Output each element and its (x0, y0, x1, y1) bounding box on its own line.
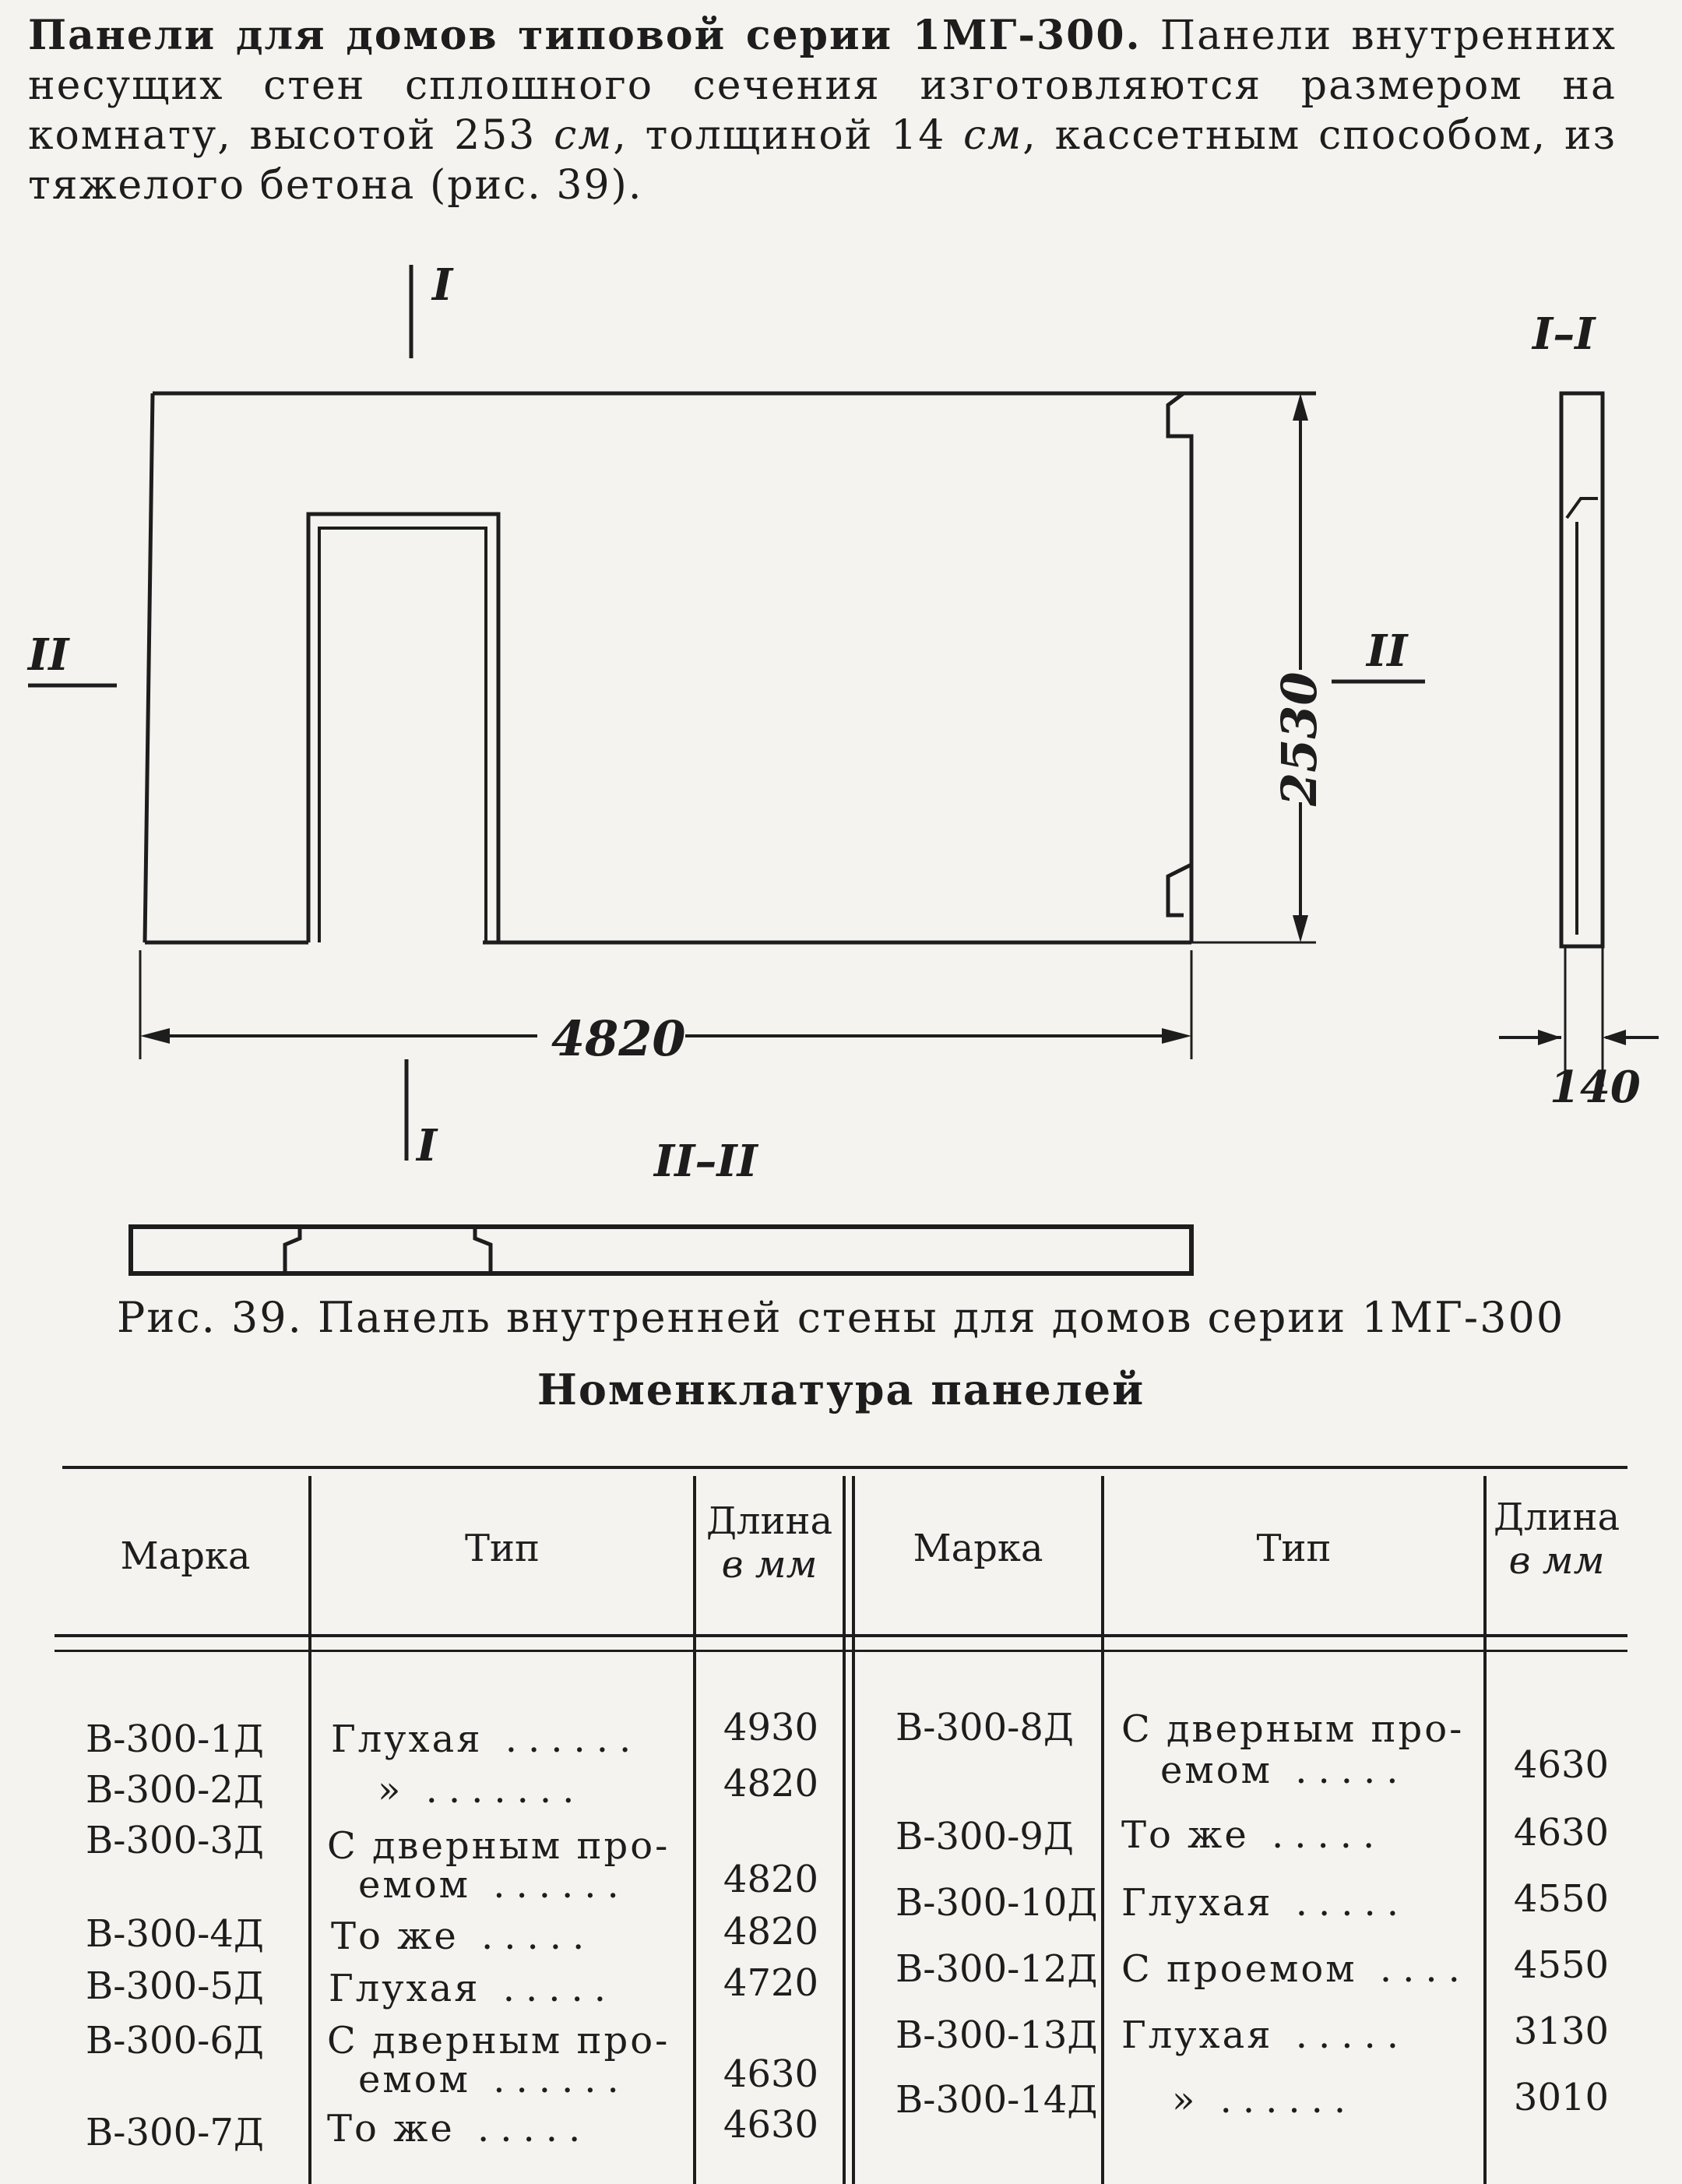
paragraph-heading: Панели для домов типовой серии 1МГ-300. (28, 12, 1142, 59)
header-length: Длина в мм (706, 1499, 833, 1587)
height-dimension: 2530 (1271, 671, 1328, 806)
section-II-label-right: II (1367, 625, 1408, 677)
table-cell-type: С дверным про- (1121, 1707, 1465, 1751)
table-cell-mark: В-300-14Д (896, 2078, 1098, 2122)
table-cell-type-cont: емом ..... (1160, 1749, 1409, 1792)
table-cell-length: 3010 (1513, 2076, 1610, 2119)
header-type: Тип (465, 1527, 540, 1570)
table-cell-length: 4630 (1513, 1743, 1610, 1787)
table-cell-type: То же ..... (1121, 1813, 1386, 1857)
section-II-II-label: II–II (654, 1136, 758, 1187)
thickness-dimension: 140 (1550, 1062, 1641, 1113)
table-cell-type-cont: емом ...... (358, 1863, 630, 1907)
table-cell-type: С проемом .... (1121, 1947, 1471, 1991)
section-I-label-bottom: I (417, 1120, 438, 1171)
table-cell-type: То же ..... (331, 1915, 596, 1958)
table-cell-length: 4630 (1513, 1811, 1610, 1855)
table-cell-mark: В-300-13Д (896, 2013, 1098, 2057)
table-title: Номенклатура панелей (537, 1365, 1145, 1414)
section-I-I-label: I–I (1532, 308, 1596, 360)
table-cell-length: 4820 (723, 1858, 819, 1901)
table-cell-mark: В-300-6Д (86, 2019, 264, 2062)
table-cell-mark: В-300-5Д (86, 1964, 264, 2008)
column-divider (308, 1476, 311, 2184)
table-cell-mark: В-300-8Д (896, 1706, 1074, 1749)
header-length: Длина в мм (1493, 1495, 1620, 1583)
table-cell-type: То же ..... (327, 2107, 592, 2151)
paragraph-text-c: , кассетным способом, из тяжелого бетона (рис. 39). (28, 112, 1617, 209)
table-cell-type: С дверным про- (327, 2019, 670, 2062)
table-cell-type: С дверным про- (327, 1824, 670, 1868)
table-cell-mark: В-300-12Д (896, 1947, 1098, 1991)
length-dimension: 4820 (551, 1010, 686, 1067)
table-cell-length: 3130 (1513, 2010, 1610, 2053)
table-cell-mark: В-300-4Д (86, 1912, 264, 1956)
figure-caption: Рис. 39. Панель внутренней стены для домов серии 1МГ-300 (117, 1293, 1565, 1342)
table-cell-mark: В-300-10Д (896, 1881, 1098, 1925)
section-I-label-top: I (432, 259, 453, 311)
table-cell-type: » ....... (378, 1768, 586, 1812)
table-cell-length: 4720 (723, 1961, 819, 2005)
table-cell-mark: В-300-7Д (86, 2111, 264, 2154)
paragraph-text-b: , толщиной 14 (613, 112, 964, 159)
table-cell-length: 4820 (723, 1762, 819, 1805)
table-cell-length: 4550 (1513, 1877, 1610, 1921)
header-mark: Марка (913, 1527, 1043, 1570)
header-type: Тип (1256, 1527, 1332, 1570)
header-mark: Марка (120, 1534, 251, 1578)
section-II-label-left: II (28, 629, 69, 681)
table-cell-length: 4930 (723, 1706, 819, 1749)
table-cell-length: 4820 (723, 1910, 819, 1953)
table-cell-mark: В-300-1Д (86, 1717, 264, 1761)
table-cell-type-cont: емом ...... (358, 2058, 630, 2101)
table-cell-mark: В-300-9Д (896, 1815, 1074, 1858)
table-cell-type: Глухая ..... (1121, 2013, 1410, 2057)
table-cell-mark: В-300-3Д (86, 1819, 264, 1862)
unit-cm: см (963, 112, 1023, 159)
table-cell-type: Глухая ..... (329, 1967, 618, 2010)
column-divider (852, 1476, 855, 2184)
table-cell-length: 4550 (1513, 1943, 1610, 1987)
table-header-rule-2 (55, 1650, 1627, 1652)
paragraph-text-a: Панели внутренних несущих стен сплошного сечения изготовляются размером на комнату, высотой 253 (28, 12, 1617, 159)
table-cell-length: 4630 (723, 2103, 819, 2147)
column-divider (843, 1476, 846, 2184)
table-cell-type: Глухая ...... (331, 1717, 642, 1761)
table-cell-type: » ...... (1172, 2078, 1357, 2122)
table-cell-length: 4630 (723, 2052, 819, 2096)
table-top-rule (62, 1466, 1627, 1469)
table-cell-type: Глухая ..... (1121, 1881, 1410, 1925)
table-cell-mark: В-300-2Д (86, 1768, 264, 1812)
column-divider (1101, 1476, 1104, 2184)
table-header-rule (55, 1634, 1627, 1637)
unit-cm: см (554, 112, 614, 159)
